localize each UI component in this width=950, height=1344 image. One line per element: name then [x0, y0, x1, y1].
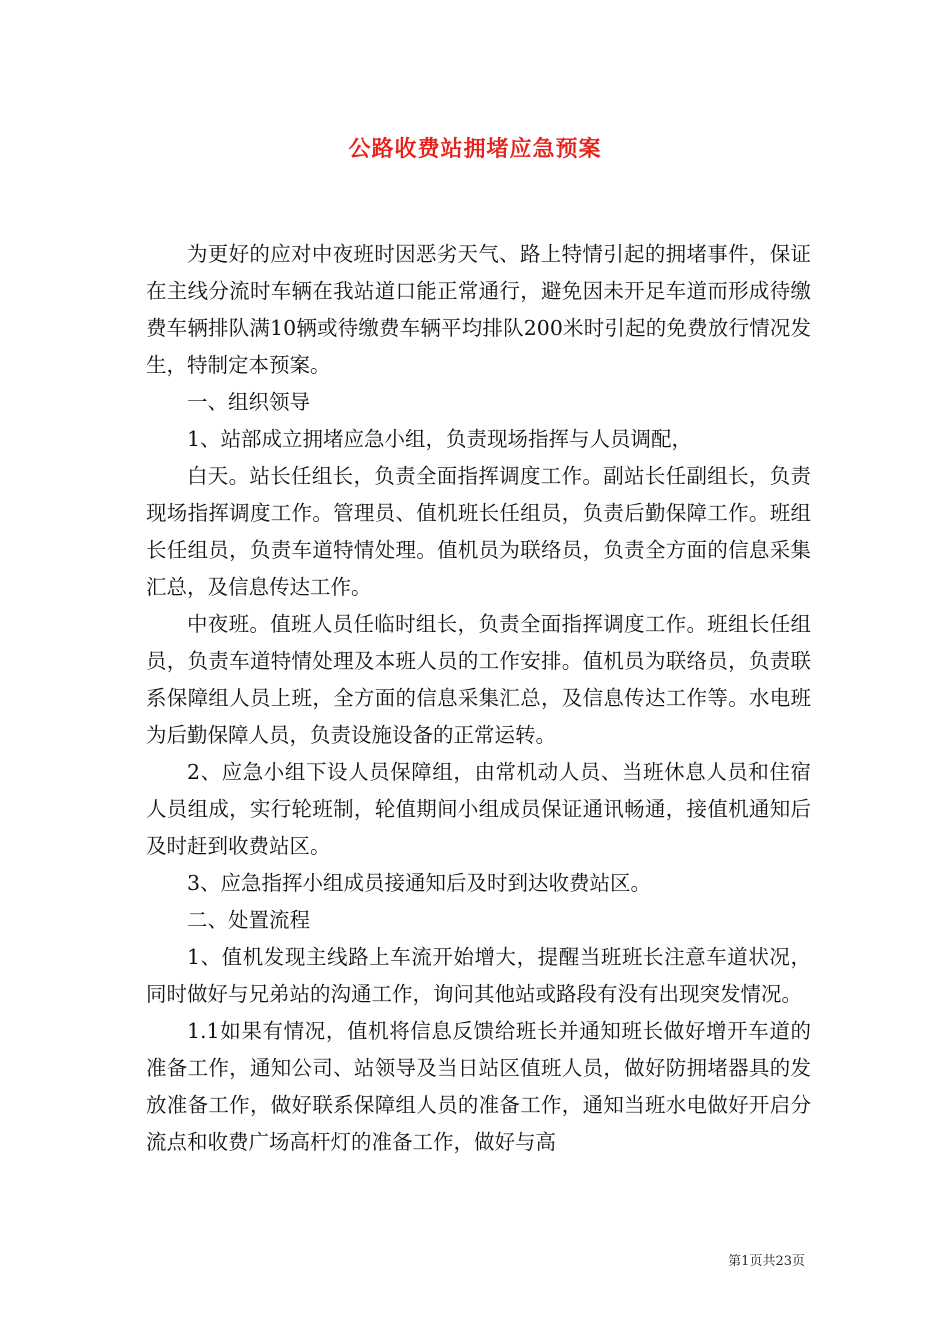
paragraph-daytime: 白天。站长任组长，负责全面指挥调度工作。副站长任副组长，负责现场指挥调度工作。管理员、值机班长任组员，负责后勤保障工作。班组长任组员，负责车道特情处理。值机员为联络员，负责全方面的信息采集汇总，及信息传达工作。	[146, 464, 811, 599]
paragraph-procedure-1-1: 1.1如果有情况，值机将信息反馈给班长并通知班长做好增开车道的准备工作，通知公司、站领导及当日站区值班人员，做好防拥堵器具的发放准备工作，做好联系保障组人员的准备工作，通知当班水电做好开启分流点和收费广场高杆灯的准备工作，做好与高	[146, 1019, 811, 1154]
paragraph-item-2: 2、应急小组下设人员保障组，由常机动人员、当班休息人员和住宿人员组成，实行轮班制，轮值期间小组成员保证通讯畅通，接值机通知后及时赶到收费站区。	[146, 760, 811, 858]
section-heading-procedure: 二、处置流程	[187, 908, 310, 932]
document-body	[146, 236, 811, 1161]
paragraph-night-shift: 中夜班。值班人员任临时组长，负责全面指挥调度工作。班组长任组员，负责车道特情处理及本班人员的工作安排。值机员为联络员，负责联系保障组人员上班，全方面的信息采集汇总，及信息传达工作等。水电班为后勤保障人员，负责设施设备的正常运转。	[146, 612, 811, 747]
paragraph-item-1: 1、站部成立拥堵应急小组，负责现场指挥与人员调配，	[187, 427, 693, 451]
document-title: 公路收费站拥堵应急预案	[348, 136, 602, 162]
paragraph-procedure-1: 1、值机发现主线路上车流开始增大，提醒当班班长注意车道状况，同时做好与兄弟站的沟通工作，询问其他站或路段有没有出现突发情况。	[146, 945, 811, 1006]
section-heading-organization: 一、组织领导	[187, 390, 310, 414]
page-number: 第1页共23页	[728, 1254, 805, 1269]
paragraph-intro: 为更好的应对中夜班时因恶劣天气、路上特情引起的拥堵事件，保证在主线分流时车辆在我站道口能正常通行，避免因未开足车道而形成待缴费车辆排队满10辆或待缴费车辆平均排队200米时引起的免费放行情况发生，特制定本预案。	[146, 242, 811, 377]
paragraph-item-3: 3、应急指挥小组成员接通知后及时到达收费站区。	[187, 871, 652, 895]
